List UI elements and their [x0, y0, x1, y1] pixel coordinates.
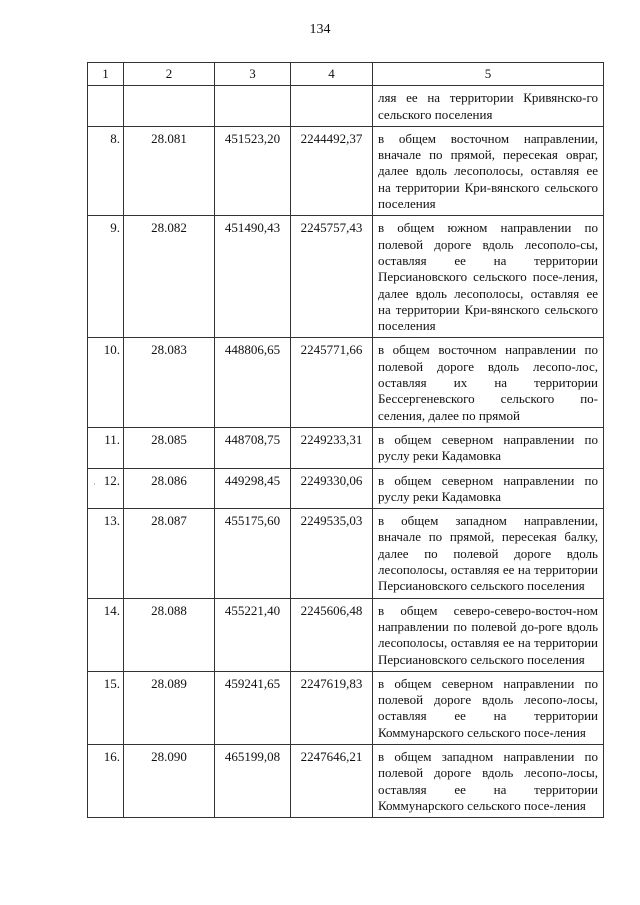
coordinate-y: 2249330,06: [291, 468, 373, 509]
point-code: 28.087: [124, 509, 215, 598]
header-col-2: 2: [124, 63, 215, 86]
table-row: [88, 671, 604, 744]
row-number: 13.: [88, 509, 124, 598]
coordinate-y: 2247619,83: [291, 671, 373, 744]
boundary-table: [87, 62, 604, 818]
row-number: 8.: [88, 126, 124, 215]
empty-cell: [124, 86, 215, 127]
point-code: 28.082: [124, 216, 215, 338]
point-code: 28.081: [124, 126, 215, 215]
boundary-description: в общем западном направлении по полевой дороге вдоль лесопо-лосы, оставляя ее на территории Коммунарского сельского посе-ления: [373, 744, 604, 817]
row-number: 11.: [88, 427, 124, 468]
coordinate-x: 448806,65: [215, 338, 291, 427]
point-code: 28.083: [124, 338, 215, 427]
point-code: 28.088: [124, 598, 215, 671]
row-number: 9.: [88, 216, 124, 338]
header-col-3: 3: [215, 63, 291, 86]
coordinate-y: 2249535,03: [291, 509, 373, 598]
header-col-4: 4: [291, 63, 373, 86]
table-row: [88, 338, 604, 427]
row-number: 15.: [88, 671, 124, 744]
row-number: 16.: [88, 744, 124, 817]
boundary-description: в общем восточном направлении по полевой дороге вдоль лесопо-лос, оставляя их на территории Бессергеневского сельского по-селения, далее по прямой: [373, 338, 604, 427]
boundary-description: в общем северном направлении по руслу реки Кадамовка: [373, 427, 604, 468]
table-row: [88, 509, 604, 598]
empty-cell: [215, 86, 291, 127]
empty-cell: [291, 86, 373, 127]
coordinate-y: 2245771,66: [291, 338, 373, 427]
header-col-1: 1: [88, 63, 124, 86]
point-code: 28.089: [124, 671, 215, 744]
row-number: 14.: [88, 598, 124, 671]
header-col-5: 5: [373, 63, 604, 86]
continuation-description: ляя ее на территории Кривянско-го сельского поселения: [373, 86, 604, 127]
table-header-row: [88, 63, 604, 86]
coordinate-y: 2247646,21: [291, 744, 373, 817]
table-row: [88, 427, 604, 468]
coordinate-x: 451490,43: [215, 216, 291, 338]
boundary-description: в общем восточном направлении, вначале по прямой, пересекая овраг, далее вдоль лесополосы, оставляя ее на территории Кри-вянского сельского поселения: [373, 126, 604, 215]
table-row: [88, 216, 604, 338]
coordinate-y: 2245757,43: [291, 216, 373, 338]
boundary-description: в общем западном направлении, вначале по прямой, пересекая балку, далее по полевой дороге вдоль лесополосы, оставляя ее на территории Персиановского сельского поселения: [373, 509, 604, 598]
coordinate-y: 2245606,48: [291, 598, 373, 671]
table-row: [88, 744, 604, 817]
boundary-description: в общем северо-северо-восточ-ном направлении по полевой до-роге вдоль лесополосы, оставляя ее на территории Персиановского сельского поселения: [373, 598, 604, 671]
page-number: 134: [309, 22, 331, 37]
coordinate-x: 448708,75: [215, 427, 291, 468]
table-row: [88, 126, 604, 215]
coordinate-y: 2249233,31: [291, 427, 373, 468]
coordinate-x: 449298,45: [215, 468, 291, 509]
point-code: 28.086: [124, 468, 215, 509]
boundary-description: в общем северном направлении по полевой дороге вдоль лесопо-лосы, оставляя ее на территории Коммунарского сельского посе-ления: [373, 671, 604, 744]
point-code: 28.090: [124, 744, 215, 817]
stray-mark: ·: [93, 479, 96, 489]
coordinate-x: 465199,08: [215, 744, 291, 817]
row-number: 12.: [88, 468, 124, 509]
continuation-row: [88, 86, 604, 127]
coordinate-x: 459241,65: [215, 671, 291, 744]
coordinate-x: 451523,20: [215, 126, 291, 215]
coordinate-x: 455221,40: [215, 598, 291, 671]
empty-cell: [88, 86, 124, 127]
coordinate-y: 2244492,37: [291, 126, 373, 215]
table-row: [88, 598, 604, 671]
point-code: 28.085: [124, 427, 215, 468]
boundary-description: в общем северном направлении по руслу реки Кадамовка: [373, 468, 604, 509]
boundary-description: в общем южном направлении по полевой дороге вдоль лесополо-сы, оставляя ее на территории Персиановского сельского посе-ления, далее вдоль лесополосы, оставляя ее на территории Кри-вянского сельского поселения: [373, 216, 604, 338]
row-number: 10.: [88, 338, 124, 427]
table-row: [88, 468, 604, 509]
coordinate-x: 455175,60: [215, 509, 291, 598]
